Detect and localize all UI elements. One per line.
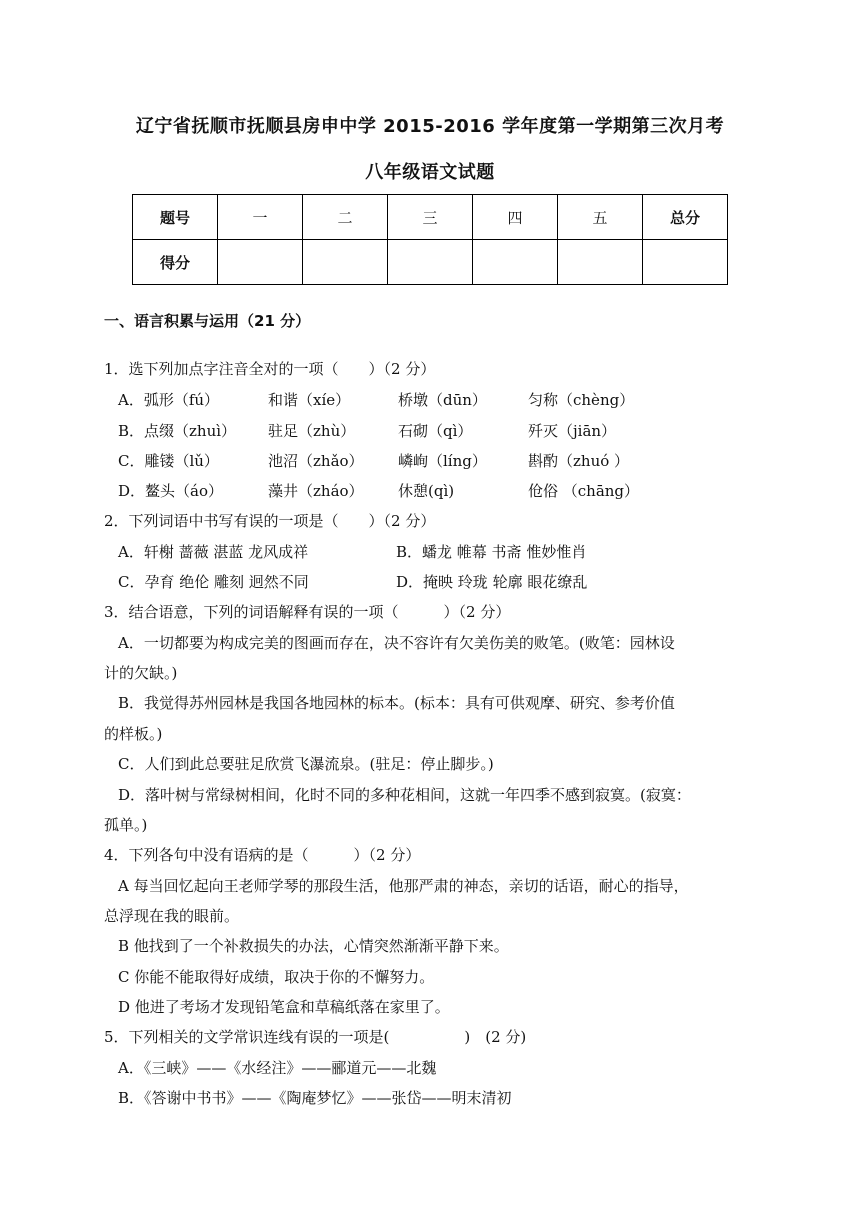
score-cell-5: 五 <box>558 195 643 240</box>
q5-stem: 5．下列相关的文学常识连线有误的一项是( ) (2 分) <box>104 1028 527 1046</box>
q1-b-3: 石砌（qì） <box>398 422 473 440</box>
score-cell-3: 三 <box>388 195 473 240</box>
q1-a-2: 和谐（xíe） <box>268 391 351 409</box>
q4-c: C 你能不能取得好成绩，取决于你的不懈努力。 <box>118 968 435 986</box>
q4-stem: 4．下列各句中没有语病的是（ ）（2 分） <box>104 846 421 864</box>
q1-c-1: C．雕镂（lǔ） <box>118 452 219 470</box>
q3-a-line2: 计的欠缺。) <box>104 664 178 682</box>
score-table <box>132 194 728 285</box>
q1-d-3: 休憩(qì) <box>398 482 455 500</box>
q2-a: A．轩榭 蔷薇 湛蓝 龙风成祥 <box>118 543 309 561</box>
q1-a-4: 匀称（chèng） <box>528 391 635 409</box>
q3-c-line1: C．人们到此总要驻足欣赏飞瀑流泉。(驻足：停止脚步。) <box>118 755 494 773</box>
q1-b-2: 驻足（zhù） <box>268 422 356 440</box>
q1-b-4: 歼灭（jiān） <box>528 422 617 440</box>
q1-a-1: A．弧形（fú） <box>118 391 220 409</box>
score-blank <box>558 240 643 285</box>
q2-c: C．孕育 绝伦 雕刻 迥然不同 <box>118 573 309 591</box>
q3-stem: 3．结合语意，下列的词语解释有误的一项（ ）（2 分） <box>104 603 511 621</box>
exam-title: 辽宁省抚顺市抚顺县房申中学 2015-2016 学年度第一学期第三次月考 <box>135 116 725 137</box>
score-blank <box>473 240 558 285</box>
score-cell-4: 四 <box>473 195 558 240</box>
section-heading: 一、语言积累与运用（21 分） <box>104 312 311 330</box>
score-cell-2: 二 <box>303 195 388 240</box>
q1-d-2: 藻井（zháo） <box>268 482 364 500</box>
q2-stem: 2．下列词语中书写有误的一项是（ ）（2 分） <box>104 512 436 530</box>
score-blank <box>218 240 303 285</box>
q2-b: B．蟠龙 帷幕 书斋 惟妙惟肖 <box>396 543 587 561</box>
q1-d-4: 伧俗 （chāng） <box>528 482 640 500</box>
score-cell-total: 总分 <box>643 195 728 240</box>
score-cell-1: 一 <box>218 195 303 240</box>
score-blank <box>303 240 388 285</box>
q3-b-line1: B．我觉得苏州园林是我国各地园林的标本。(标本：具有可供观摩、研究、参考价值 <box>118 694 675 712</box>
score-header-row <box>133 195 728 240</box>
q1-stem: 1．选下列加点字注音全对的一项（ ）（2 分） <box>104 360 436 378</box>
q5-b: B．《答谢中书书》——《陶庵梦忆》——张岱——明末清初 <box>118 1089 512 1107</box>
q2-d: D．掩映 玲珑 轮廓 眼花缭乱 <box>396 573 588 591</box>
score-row-label: 得分 <box>133 240 218 285</box>
q4-a-line1: A 每当回忆起向王老师学琴的那段生活，他那严肃的神态，亲切的话语，耐心的指导， <box>118 877 689 895</box>
q1-c-3: 嶙峋（líng） <box>398 452 487 470</box>
score-blank <box>388 240 473 285</box>
score-blank <box>643 240 728 285</box>
q3-a-line1: A．一切都要为构成完美的图画而存在，决不容许有欠美伤美的败笔。(败笔：园林设 <box>118 634 675 652</box>
q1-b-1: B．点缀（zhuì） <box>118 422 237 440</box>
q1-a-3: 桥墩（dūn） <box>398 391 487 409</box>
q1-c-4: 斟酌（zhuó ） <box>528 452 630 470</box>
score-value-row <box>133 240 728 285</box>
q3-b-line2: 的样板。) <box>104 725 163 743</box>
q3-d-line1: D．落叶树与常绿树相间，化时不同的多种花相间，这就一年四季不感到寂寞。(寂寞： <box>118 786 691 804</box>
exam-subtitle: 八年级语文试题 <box>365 162 495 183</box>
score-cell-label: 题号 <box>133 195 218 240</box>
q4-a-line2: 总浮现在我的眼前。 <box>104 907 240 925</box>
q4-b: B 他找到了一个补救损失的办法，心情突然渐渐平静下来。 <box>118 937 509 955</box>
q1-d-1: D．鳌头（áo） <box>118 482 224 500</box>
q5-a: A．《三峡》——《水经注》——郦道元——北魏 <box>118 1059 437 1077</box>
q3-d-line2: 孤单。) <box>104 816 148 834</box>
q4-d: D 他进了考场才发现铅笔盒和草稿纸落在家里了。 <box>118 998 450 1016</box>
q1-c-2: 池沼（zhǎo） <box>268 452 364 470</box>
